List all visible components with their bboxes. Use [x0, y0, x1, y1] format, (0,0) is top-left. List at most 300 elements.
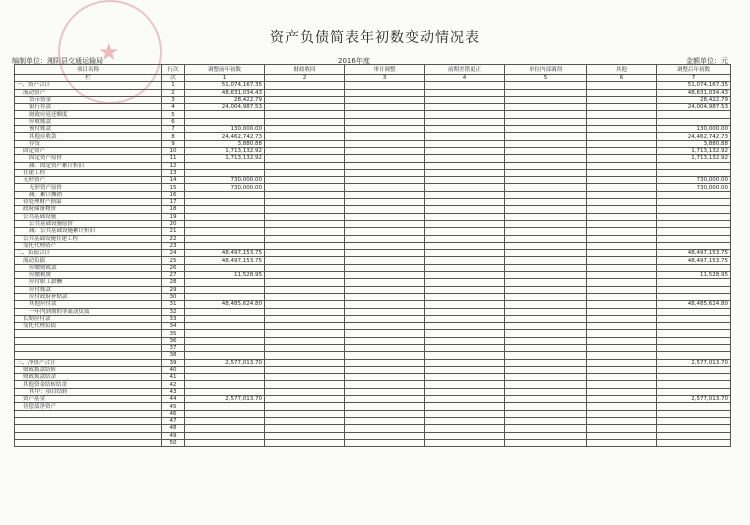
value-before [185, 162, 265, 169]
table-row [15, 82, 731, 89]
row-name: 应缴税费 [15, 272, 162, 279]
table-row [15, 330, 731, 337]
value-after [657, 315, 731, 322]
table-row [15, 242, 731, 249]
table-row [15, 169, 731, 176]
value-error-correction [425, 264, 505, 271]
value-other [587, 344, 657, 351]
value-internal-transfer [505, 242, 587, 249]
col-header: 行次 [162, 65, 185, 75]
value-fiscal-recovery [265, 126, 345, 133]
value-fiscal-recovery [265, 279, 345, 286]
value-internal-transfer [505, 286, 587, 293]
row-name [15, 410, 162, 417]
value-error-correction [425, 177, 505, 184]
row-number: 38 [162, 352, 185, 359]
value-internal-transfer [505, 96, 587, 103]
value-internal-transfer [505, 439, 587, 446]
row-number: 20 [162, 220, 185, 227]
balance-sheet-table [14, 64, 731, 447]
value-audit-adjust [345, 177, 425, 184]
value-internal-transfer [505, 104, 587, 111]
table-row [15, 439, 731, 446]
value-error-correction [425, 147, 505, 154]
value-after [657, 191, 731, 198]
value-fiscal-recovery [265, 257, 345, 264]
value-after [657, 228, 731, 235]
value-after [657, 337, 731, 344]
value-audit-adjust [345, 96, 425, 103]
row-name: 应缴财政款 [15, 264, 162, 271]
value-error-correction [425, 374, 505, 381]
value-before [185, 337, 265, 344]
table-row [15, 388, 731, 395]
value-fiscal-recovery [265, 432, 345, 439]
value-error-correction [425, 162, 505, 169]
value-other [587, 191, 657, 198]
row-name [15, 417, 162, 424]
value-before [185, 432, 265, 439]
row-number: 23 [162, 242, 185, 249]
row-name: 财政拨款结转 [15, 366, 162, 373]
row-number: 49 [162, 432, 185, 439]
value-fiscal-recovery [265, 242, 345, 249]
col-index: 2 [265, 75, 345, 82]
row-name: 应付账款 [15, 286, 162, 293]
value-after [657, 439, 731, 446]
value-error-correction [425, 155, 505, 162]
table-row [15, 228, 731, 235]
row-number: 48 [162, 425, 185, 432]
value-audit-adjust [345, 286, 425, 293]
value-fiscal-recovery [265, 308, 345, 315]
row-name: 财政拨款结余 [15, 374, 162, 381]
value-other [587, 381, 657, 388]
value-audit-adjust [345, 104, 425, 111]
value-error-correction [425, 96, 505, 103]
table-row [15, 162, 731, 169]
value-audit-adjust [345, 388, 425, 395]
value-error-correction [425, 104, 505, 111]
table-row [15, 111, 731, 118]
value-before [185, 293, 265, 300]
value-error-correction [425, 242, 505, 249]
value-other [587, 250, 657, 257]
value-other [587, 272, 657, 279]
value-audit-adjust [345, 257, 425, 264]
value-audit-adjust [345, 359, 425, 366]
value-fiscal-recovery [265, 272, 345, 279]
row-name: 预付账款 [15, 126, 162, 133]
value-internal-transfer [505, 359, 587, 366]
value-before: 48,497,153.75 [185, 250, 265, 257]
row-number: 41 [162, 374, 185, 381]
value-error-correction [425, 279, 505, 286]
value-before [185, 439, 265, 446]
value-before [185, 403, 265, 410]
value-error-correction [425, 381, 505, 388]
value-error-correction [425, 315, 505, 322]
table-row [15, 147, 731, 154]
value-fiscal-recovery [265, 104, 345, 111]
value-audit-adjust [345, 374, 425, 381]
value-audit-adjust [345, 242, 425, 249]
table-row [15, 323, 731, 330]
value-other [587, 140, 657, 147]
value-other [587, 82, 657, 89]
value-audit-adjust [345, 162, 425, 169]
row-name: 无形资产 [15, 177, 162, 184]
value-error-correction [425, 250, 505, 257]
value-fiscal-recovery [265, 235, 345, 242]
value-audit-adjust [345, 315, 425, 322]
value-audit-adjust [345, 330, 425, 337]
row-number: 33 [162, 315, 185, 322]
value-other [587, 147, 657, 154]
value-audit-adjust [345, 169, 425, 176]
value-fiscal-recovery [265, 96, 345, 103]
value-internal-transfer [505, 177, 587, 184]
value-internal-transfer [505, 315, 587, 322]
value-before [185, 344, 265, 351]
value-fiscal-recovery [265, 337, 345, 344]
value-fiscal-recovery [265, 162, 345, 169]
row-number: 7 [162, 126, 185, 133]
value-other [587, 213, 657, 220]
table-row [15, 96, 731, 103]
row-name: 应付政府补贴款 [15, 293, 162, 300]
value-before [185, 118, 265, 125]
col-index: 7 [657, 75, 731, 82]
value-after [657, 235, 731, 242]
row-number: 10 [162, 147, 185, 154]
value-after: 48,485,624.80 [657, 301, 731, 308]
value-error-correction [425, 111, 505, 118]
table-row [15, 272, 731, 279]
value-other [587, 439, 657, 446]
value-after [657, 264, 731, 271]
value-fiscal-recovery [265, 323, 345, 330]
row-number: 42 [162, 381, 185, 388]
table-row [15, 293, 731, 300]
value-audit-adjust [345, 403, 425, 410]
value-audit-adjust [345, 191, 425, 198]
table-row [15, 403, 731, 410]
value-before [185, 366, 265, 373]
value-before: 24,462,742.73 [185, 133, 265, 140]
col-header: 单位内部调剂 [505, 65, 587, 75]
value-after: 48,497,153.75 [657, 250, 731, 257]
value-fiscal-recovery [265, 301, 345, 308]
col-index: 6 [587, 75, 657, 82]
value-audit-adjust [345, 126, 425, 133]
value-after: 1,713,132.92 [657, 147, 731, 154]
value-after [657, 330, 731, 337]
value-before [185, 323, 265, 330]
value-internal-transfer [505, 184, 587, 191]
value-other [587, 301, 657, 308]
value-audit-adjust [345, 140, 425, 147]
row-number: 27 [162, 272, 185, 279]
row-number: 44 [162, 396, 185, 403]
value-other [587, 264, 657, 271]
value-audit-adjust [345, 396, 425, 403]
row-number: 17 [162, 199, 185, 206]
value-fiscal-recovery [265, 410, 345, 417]
value-audit-adjust [345, 264, 425, 271]
value-after [657, 323, 731, 330]
value-audit-adjust [345, 250, 425, 257]
value-error-correction [425, 184, 505, 191]
value-after: 48,631,034.43 [657, 89, 731, 96]
value-other [587, 396, 657, 403]
row-number: 40 [162, 366, 185, 373]
value-audit-adjust [345, 82, 425, 89]
value-error-correction [425, 439, 505, 446]
value-fiscal-recovery [265, 374, 345, 381]
value-before [185, 264, 265, 271]
row-name: 待处理财产损溢 [15, 199, 162, 206]
value-other [587, 242, 657, 249]
value-fiscal-recovery [265, 111, 345, 118]
value-error-correction [425, 330, 505, 337]
table-row [15, 301, 731, 308]
value-other [587, 359, 657, 366]
row-number: 13 [162, 169, 185, 176]
table-row [15, 133, 731, 140]
value-before [185, 199, 265, 206]
value-after: 1,713,132.92 [657, 155, 731, 162]
value-audit-adjust [345, 89, 425, 96]
value-internal-transfer [505, 118, 587, 125]
value-internal-transfer [505, 417, 587, 424]
value-after [657, 388, 731, 395]
table-row [15, 250, 731, 257]
table-row [15, 199, 731, 206]
value-other [587, 228, 657, 235]
value-internal-transfer [505, 162, 587, 169]
value-other [587, 323, 657, 330]
row-number: 28 [162, 279, 185, 286]
col-index: 1 [185, 75, 265, 82]
row-name: 减：公共基础设施累计折旧 [15, 228, 162, 235]
value-before: 48,631,034.43 [185, 89, 265, 96]
value-internal-transfer [505, 82, 587, 89]
value-before [185, 279, 265, 286]
value-audit-adjust [345, 279, 425, 286]
value-other [587, 417, 657, 424]
value-other [587, 410, 657, 417]
value-before: 24,004,987.53 [185, 104, 265, 111]
value-other [587, 96, 657, 103]
row-name [15, 425, 162, 432]
value-other [587, 425, 657, 432]
value-before [185, 410, 265, 417]
row-name: 政府储备物资 [15, 206, 162, 213]
value-other [587, 169, 657, 176]
value-before: 730,000.00 [185, 184, 265, 191]
value-fiscal-recovery [265, 330, 345, 337]
table-row [15, 220, 731, 227]
value-audit-adjust [345, 344, 425, 351]
value-audit-adjust [345, 381, 425, 388]
table-row [15, 264, 731, 271]
row-name: 待偿债净资产 [15, 403, 162, 410]
value-internal-transfer [505, 352, 587, 359]
value-internal-transfer [505, 235, 587, 242]
row-number: 46 [162, 410, 185, 417]
value-internal-transfer [505, 155, 587, 162]
value-fiscal-recovery [265, 396, 345, 403]
value-before: 11,528.95 [185, 272, 265, 279]
value-fiscal-recovery [265, 228, 345, 235]
value-error-correction [425, 337, 505, 344]
value-audit-adjust [345, 432, 425, 439]
row-number: 1 [162, 82, 185, 89]
value-audit-adjust [345, 293, 425, 300]
value-other [587, 257, 657, 264]
row-number: 19 [162, 213, 185, 220]
row-name: 固定资产 [15, 147, 162, 154]
value-before [185, 242, 265, 249]
row-name: 受托代理资产 [15, 242, 162, 249]
value-before [185, 352, 265, 359]
value-other [587, 235, 657, 242]
value-internal-transfer [505, 220, 587, 227]
col-header: 审计调整 [345, 65, 425, 75]
value-other [587, 330, 657, 337]
row-number: 50 [162, 439, 185, 446]
value-fiscal-recovery [265, 417, 345, 424]
value-after: 11,528.95 [657, 272, 731, 279]
value-internal-transfer [505, 366, 587, 373]
value-audit-adjust [345, 184, 425, 191]
value-other [587, 133, 657, 140]
value-internal-transfer [505, 410, 587, 417]
value-error-correction [425, 199, 505, 206]
value-after [657, 308, 731, 315]
table-row [15, 104, 731, 111]
value-internal-transfer [505, 272, 587, 279]
row-name: 受托代理负债 [15, 323, 162, 330]
value-error-correction [425, 293, 505, 300]
value-before: 2,577,013.70 [185, 359, 265, 366]
value-after [657, 111, 731, 118]
value-error-correction [425, 140, 505, 147]
value-before [185, 308, 265, 315]
value-after [657, 410, 731, 417]
value-after [657, 213, 731, 220]
value-audit-adjust [345, 228, 425, 235]
value-internal-transfer [505, 337, 587, 344]
value-error-correction [425, 396, 505, 403]
value-fiscal-recovery [265, 344, 345, 351]
value-after [657, 162, 731, 169]
value-audit-adjust [345, 213, 425, 220]
value-other [587, 118, 657, 125]
value-internal-transfer [505, 206, 587, 213]
year-label: 2016年度 [338, 57, 370, 65]
value-internal-transfer [505, 111, 587, 118]
table-row [15, 177, 731, 184]
table-row [15, 381, 731, 388]
value-internal-transfer [505, 432, 587, 439]
value-other [587, 388, 657, 395]
row-name: 固定资产原价 [15, 155, 162, 162]
row-number: 45 [162, 403, 185, 410]
value-internal-transfer [505, 279, 587, 286]
value-audit-adjust [345, 301, 425, 308]
value-other [587, 111, 657, 118]
row-name [15, 432, 162, 439]
value-after: 24,462,742.73 [657, 133, 731, 140]
value-other [587, 432, 657, 439]
value-error-correction [425, 235, 505, 242]
value-fiscal-recovery [265, 184, 345, 191]
table-row [15, 184, 731, 191]
col-index: 次 [162, 75, 185, 82]
table-row [15, 352, 731, 359]
value-after [657, 432, 731, 439]
value-internal-transfer [505, 250, 587, 257]
table-row [15, 155, 731, 162]
value-fiscal-recovery [265, 439, 345, 446]
row-name: 应收账款 [15, 118, 162, 125]
value-internal-transfer [505, 191, 587, 198]
table-row [15, 396, 731, 403]
value-internal-transfer [505, 264, 587, 271]
value-audit-adjust [345, 366, 425, 373]
row-name: 公共基础设施原价 [15, 220, 162, 227]
value-after [657, 199, 731, 206]
table-row [15, 337, 731, 344]
value-fiscal-recovery [265, 366, 345, 373]
currency-label: 金额单位：元 [686, 57, 728, 65]
row-number: 35 [162, 330, 185, 337]
row-number: 29 [162, 286, 185, 293]
value-error-correction [425, 89, 505, 96]
table-row [15, 410, 731, 417]
value-other [587, 155, 657, 162]
value-audit-adjust [345, 199, 425, 206]
row-number: 12 [162, 162, 185, 169]
value-internal-transfer [505, 126, 587, 133]
table-row [15, 126, 731, 133]
value-fiscal-recovery [265, 140, 345, 147]
col-header: 其他 [587, 65, 657, 75]
value-after [657, 374, 731, 381]
value-before [185, 235, 265, 242]
value-before [185, 206, 265, 213]
value-audit-adjust [345, 272, 425, 279]
value-error-correction [425, 308, 505, 315]
value-error-correction [425, 272, 505, 279]
value-other [587, 308, 657, 315]
value-error-correction [425, 344, 505, 351]
value-before [185, 213, 265, 220]
value-before: 730,000.00 [185, 177, 265, 184]
value-other [587, 315, 657, 322]
value-fiscal-recovery [265, 381, 345, 388]
value-before: 48,497,153.75 [185, 257, 265, 264]
row-number: 2 [162, 89, 185, 96]
value-audit-adjust [345, 155, 425, 162]
row-number: 9 [162, 140, 185, 147]
value-audit-adjust [345, 410, 425, 417]
value-fiscal-recovery [265, 220, 345, 227]
value-other [587, 366, 657, 373]
value-before [185, 388, 265, 395]
